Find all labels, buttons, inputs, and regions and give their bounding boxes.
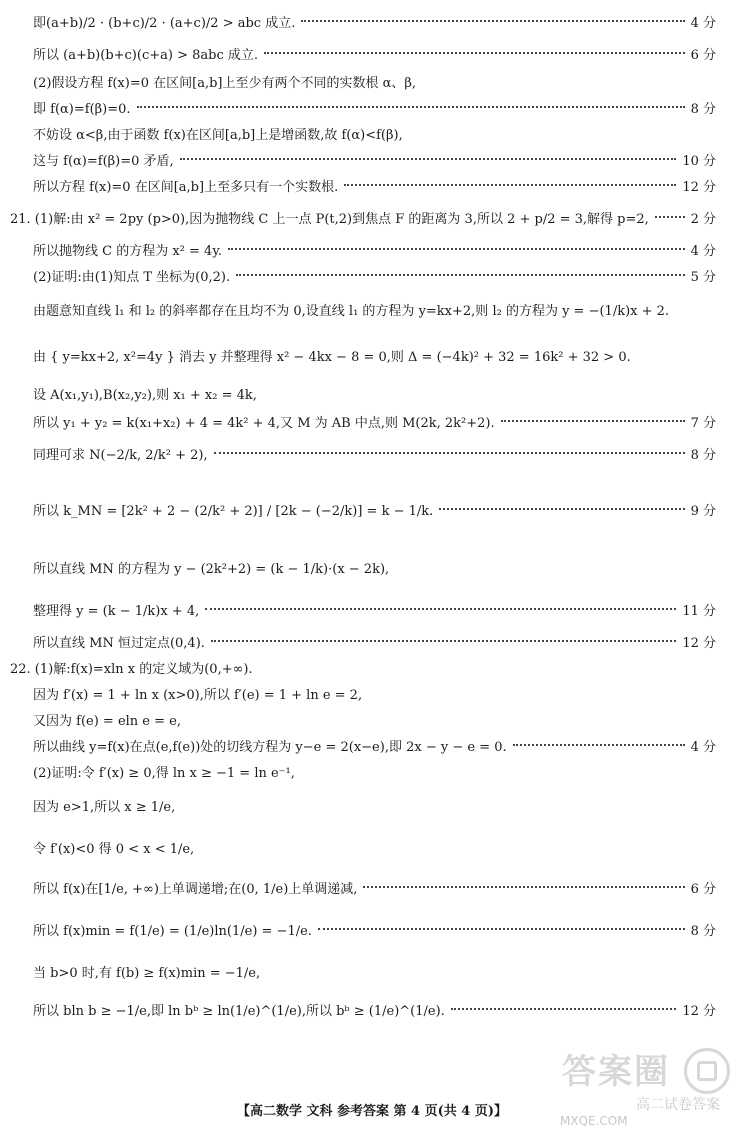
solution-line (33, 734, 716, 756)
solution-text: 同理可求 N(−2/k, 2/k² + 2), (33, 447, 208, 463)
solution-line (10, 206, 716, 228)
solution-text: 因为 f′(x) = 1 + ln x (x>0),所以 f′(e) = 1 + ln e = 2, (33, 687, 363, 703)
solution-line (33, 760, 716, 782)
solution-line (33, 442, 716, 464)
watermark (560, 1044, 730, 1128)
solution-line (33, 298, 716, 320)
watermark-subtitle: 高二试卷答案 (636, 1097, 720, 1113)
solution-line (33, 96, 716, 118)
solution-text: 因为 e>1,所以 x ≥ 1/e, (33, 799, 176, 815)
solution-line (33, 70, 716, 92)
score-label: 11 分 (682, 603, 716, 619)
solution-text: 所以 y₁ + y₂ = k(x₁+x₂) + 4 = 4k² + 4,又 M 为 AB 中点,则 M(2k, 2k²+2). (33, 415, 495, 431)
solution-line (33, 148, 716, 170)
solution-text: 所以 (a+b)(b+c)(c+a) > 8abc 成立. (33, 47, 258, 63)
score-label: 6 分 (690, 47, 716, 63)
score-label: 8 分 (690, 923, 716, 939)
score-label: 7 分 (690, 415, 716, 431)
score-label: 4 分 (690, 15, 716, 31)
score-label: 9 分 (690, 503, 716, 519)
dot-leader (137, 106, 685, 108)
score-label: 10 分 (682, 153, 716, 169)
score-label: 8 分 (690, 447, 716, 463)
solution-text: 所以 f(x)min = f(1/e) = (1/e)ln(1/e) = −1/e. (33, 923, 312, 939)
solution-text: 整理得 y = (k − 1/k)x + 4, (33, 603, 200, 619)
solution-line (33, 918, 716, 940)
solution-text: 设 A(x₁,y₁),B(x₂,y₂),则 x₁ + x₂ = 4k, (33, 387, 257, 403)
score-label: 12 分 (682, 635, 716, 651)
solution-text: 所以 bln b ≥ −1/e,即 ln bᵇ ≥ ln(1/e)^(1/e),所以 bᵇ ≥ (1/e)^(1/e). (33, 1003, 445, 1019)
dot-leader (318, 928, 685, 930)
solution-text: 又因为 f(e) = eln e = e, (33, 713, 181, 729)
dot-leader (363, 886, 684, 888)
solution-line (10, 656, 716, 678)
solution-text: (2)证明:令 f′(x) ≥ 0,得 ln x ≥ −1 = ln e⁻¹, (33, 765, 295, 781)
solution-text: 22. (1)解:f(x)=xln x 的定义域为(0,+∞). (10, 661, 253, 677)
solution-text: 即 f(α)=f(β)=0. (33, 101, 131, 117)
solution-line (33, 960, 716, 982)
dot-leader (180, 158, 677, 160)
dot-leader (228, 248, 685, 250)
watermark-logo-icon (684, 1048, 730, 1094)
score-label: 5 分 (690, 269, 716, 285)
solution-line (33, 10, 716, 32)
dot-leader (236, 274, 684, 276)
solution-line (33, 122, 716, 144)
score-label: 4 分 (690, 739, 716, 755)
dot-leader (301, 20, 684, 22)
solution-line (33, 836, 716, 858)
dot-leader (439, 508, 684, 510)
solution-text: 由 { y=kx+2, x²=4y } 消去 y 并整理得 x² − 4kx − 8 = 0,则 Δ = (−4k)² + 32 = 16k² + 32 > 0. (33, 349, 631, 365)
solution-line (33, 174, 716, 196)
solution-text: 21. (1)解:由 x² = 2py (p>0),因为抛物线 C 上一点 P(t,2)到焦点 F 的距离为 3,所以 2 + p/2 = 3,解得 p=2, (10, 211, 649, 227)
solution-line (33, 42, 716, 64)
solution-line (33, 598, 716, 620)
dot-leader (513, 744, 685, 746)
solution-line (33, 264, 716, 286)
solution-text: (2)假设方程 f(x)=0 在区间[a,b]上至少有两个不同的实数根 α、β, (33, 75, 417, 91)
solution-text: 令 f′(x)<0 得 0 < x < 1/e, (33, 841, 195, 857)
solution-text: 当 b>0 时,有 f(b) ≥ f(x)min = −1/e, (33, 965, 261, 981)
solution-line (33, 238, 716, 260)
solution-text: 这与 f(α)=f(β)=0 矛盾, (33, 153, 174, 169)
dot-leader (205, 608, 676, 610)
solution-text: 不妨设 α<β,由于函数 f(x)在区间[a,b]上是增函数,故 f(α)<f(β), (33, 127, 403, 143)
solution-line (33, 410, 716, 432)
solution-line (33, 556, 716, 578)
solution-line (33, 382, 716, 404)
score-label: 4 分 (690, 243, 716, 259)
score-label: 12 分 (682, 179, 716, 195)
dot-leader (264, 52, 685, 54)
dot-leader (214, 452, 685, 454)
solution-text: 所以曲线 y=f(x)在点(e,f(e))处的切线方程为 y−e = 2(x−e),即 2x − y − e = 0. (33, 739, 507, 755)
dot-leader (655, 216, 685, 218)
dot-leader (211, 640, 676, 642)
solution-line (33, 498, 716, 520)
solution-text: 所以方程 f(x)=0 在区间[a,b]上至多只有一个实数根. (33, 179, 339, 195)
solution-text: 所以直线 MN 的方程为 y − (2k²+2) = (k − 1/k)·(x − 2k), (33, 561, 390, 577)
score-label: 12 分 (682, 1003, 716, 1019)
dot-leader (451, 1008, 677, 1010)
solution-text: 所以 f(x)在[1/e, +∞)上单调递增;在(0, 1/e)上单调递减, (33, 881, 358, 897)
watermark-title: 答案圈 (562, 1052, 670, 1092)
solution-text: 所以抛物线 C 的方程为 x² = 4y. (33, 243, 223, 259)
solution-line (33, 998, 716, 1020)
dot-leader (501, 420, 685, 422)
solution-text: 所以 k_MN = [2k² + 2 − (2/k² + 2)] / [2k − (−2/k)] = k − 1/k. (33, 503, 434, 519)
page-footer: 【高二数学 文科 参考答案 第 4 页(共 4 页)】 (236, 1104, 508, 1119)
solution-line (33, 708, 716, 730)
score-label: 8 分 (690, 101, 716, 117)
dot-leader (344, 184, 676, 186)
solution-line (33, 344, 716, 366)
solution-text: 由题意知直线 l₁ 和 l₂ 的斜率都存在且均不为 0,设直线 l₁ 的方程为 y=kx+2,则 l₂ 的方程为 y = −(1/k)x + 2. (33, 303, 670, 319)
solution-text: 所以直线 MN 恒过定点(0,4). (33, 635, 205, 651)
solution-text: (2)证明:由(1)知点 T 坐标为(0,2). (33, 269, 231, 285)
solution-line (33, 876, 716, 898)
solution-text: 即(a+b)/2 · (b+c)/2 · (a+c)/2 > abc 成立. (33, 15, 296, 31)
solution-line (33, 630, 716, 652)
watermark-url: MXQE.COM (560, 1114, 628, 1128)
solution-line (33, 794, 716, 816)
solution-line (33, 682, 716, 704)
score-label: 2 分 (690, 211, 716, 227)
score-label: 6 分 (690, 881, 716, 897)
